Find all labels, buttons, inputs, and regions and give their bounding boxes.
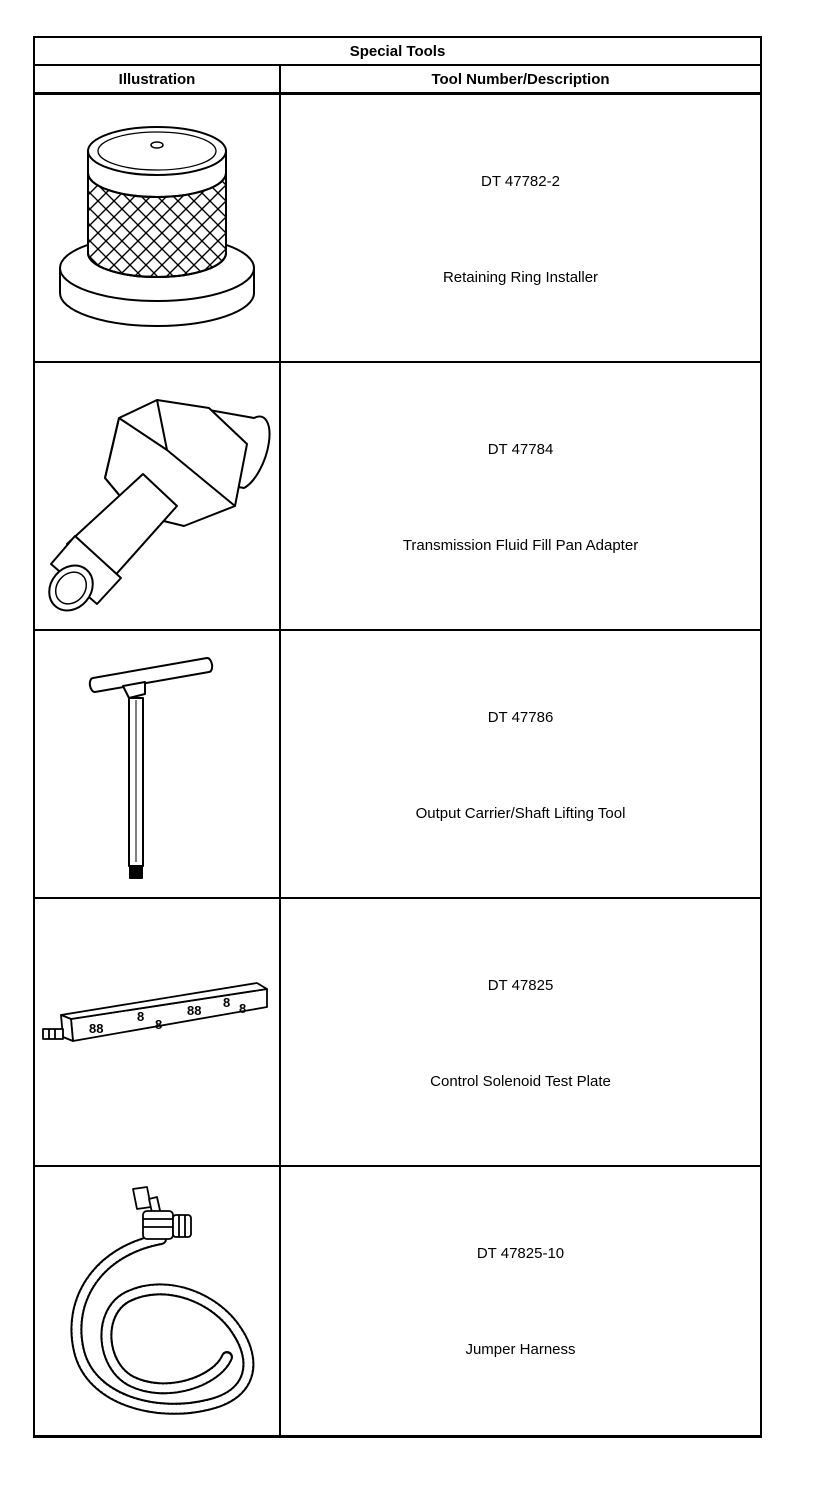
special-tools-table — [33, 36, 762, 1438]
tool-cell — [281, 631, 760, 897]
illustration-cell — [35, 1167, 281, 1435]
tool-description: Retaining Ring Installer — [442, 269, 599, 286]
jumper-harness-icon — [57, 1181, 257, 1421]
solenoid-test-plate-icon — [37, 977, 277, 1087]
tool-cell — [281, 363, 760, 629]
table-title-text: Special Tools — [349, 42, 446, 60]
t-handle-lifting-tool-icon — [57, 644, 257, 884]
svg-text:8: 8 — [137, 1009, 145, 1024]
tool-cell — [281, 1167, 760, 1435]
retaining-ring-installer-icon — [42, 113, 272, 343]
table-row — [35, 1167, 760, 1435]
table-row — [35, 899, 760, 1167]
illustration-cell — [35, 95, 281, 361]
table-row — [35, 363, 760, 631]
tool-cell — [281, 899, 760, 1165]
tool-number: DT 47825-10 — [476, 1245, 565, 1262]
fluid-fill-pan-adapter-icon — [39, 378, 275, 614]
tool-number: DT 47825 — [487, 977, 554, 994]
table-title — [35, 38, 760, 66]
table-header-row — [35, 66, 760, 95]
tool-description: Jumper Harness — [465, 1341, 576, 1358]
column-header-tool-number: Tool Number/Description — [431, 70, 610, 88]
svg-text:88: 88 — [89, 1021, 104, 1036]
tool-cell — [281, 95, 760, 361]
tool-description: Output Carrier/Shaft Lifting Tool — [415, 805, 626, 822]
tool-number: DT 47784 — [487, 441, 554, 458]
tool-description: Transmission Fluid Fill Pan Adapter — [402, 537, 639, 554]
table-row — [35, 95, 760, 363]
svg-text:88: 88 — [187, 1003, 202, 1018]
tool-description: Control Solenoid Test Plate — [430, 1073, 611, 1090]
column-header-illustration: Illustration — [35, 66, 281, 92]
illustration-cell — [35, 899, 281, 1165]
svg-text:8: 8 — [155, 1017, 163, 1032]
svg-text:8: 8 — [223, 995, 231, 1010]
tool-number: DT 47782-2 — [481, 173, 560, 190]
svg-text:8: 8 — [239, 1001, 247, 1016]
illustration-cell — [35, 363, 281, 629]
illustration-cell — [35, 631, 281, 897]
table-row — [35, 631, 760, 899]
tool-number: DT 47786 — [487, 709, 554, 726]
